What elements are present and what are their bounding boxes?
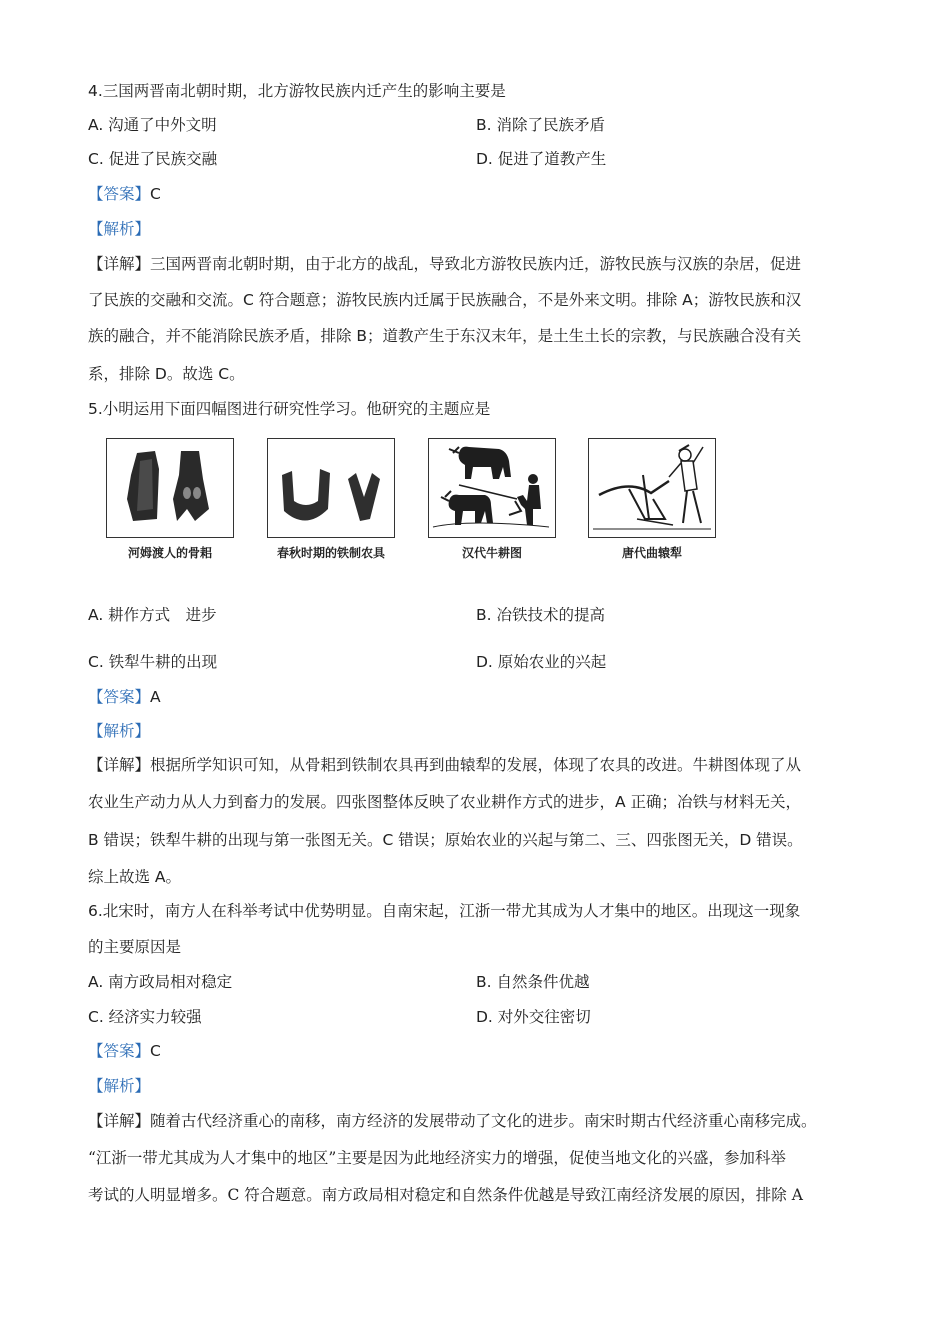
detail-tag: 【详解】 [88, 756, 151, 774]
iron-tool-icon [268, 439, 393, 536]
q4-option-b: B. 消除了民族矛盾 [476, 116, 605, 134]
curved-plough-icon [589, 439, 714, 536]
q6-detail-line: “江浙一带尤其成为人才集中的地区”主要是因为此地经济实力的增强，促使当地文化的兴盛，参加科举 [88, 1149, 786, 1167]
answer-tag: 【答案】 [88, 1042, 151, 1060]
answer-value: C [150, 185, 161, 203]
q4-detail-line [88, 253, 801, 275]
q4-answer [88, 183, 161, 205]
q4-detail-line: 族的融合，并不能消除民族矛盾，排除 B；道教产生于东汉末年，是土生土长的宗教，与民族融合没有关 [88, 327, 802, 345]
answer-tag: 【答案】 [88, 688, 151, 706]
q6-detail-line [88, 1110, 817, 1132]
figure-caption-1: 河姆渡人的骨耜 [127, 546, 212, 560]
figure-bone-spade [106, 438, 234, 538]
q4-stem: 4.三国两晋南北朝时期，北方游牧民族内迁产生的影响主要是 [88, 82, 506, 100]
answer-tag: 【答案】 [88, 185, 151, 203]
q6-option-b: B. 自然条件优越 [476, 973, 590, 991]
q5-analysis-tag: 【解析】 [88, 722, 151, 740]
detail-tag: 【详解】 [88, 255, 151, 273]
q5-option-d: D. 原始农业的兴起 [476, 653, 607, 671]
q5-detail-line [88, 754, 801, 776]
q6-option-d: D. 对外交往密切 [476, 1008, 591, 1026]
figure-caption-3: 汉代牛耕图 [461, 546, 522, 560]
answer-value: A [150, 688, 161, 706]
q5-answer [88, 686, 161, 708]
q5-detail-line: 农业生产动力从人力到畜力的发展。四张图整体反映了农业耕作方式的进步，A 正确；冶铁与材料无关， [88, 793, 802, 811]
q4-detail-line: 系，排除 D。故选 C。 [88, 365, 245, 383]
q6-stem: 6.北宋时，南方人在科举考试中优势明显。自南宋起，江浙一带尤其成为人才集中的地区。出现这一现象 [88, 902, 801, 920]
q5-option-b: B. 冶铁技术的提高 [476, 606, 605, 624]
q5-detail-line: 综上故选 A。 [88, 868, 182, 886]
q4-option-c: C. 促进了民族交融 [88, 150, 218, 168]
detail-text: 随着古代经济重心的南移，南方经济的发展带动了文化的进步。南宋时期古代经济重心南移完成。 [150, 1112, 817, 1130]
q6-stem: 的主要原因是 [88, 938, 182, 956]
q5-option-a: A. 耕作方式 进步 [88, 606, 217, 624]
detail-text: 三国两晋南北朝时期，由于北方的战乱，导致北方游牧民族内迁，游牧民族与汉族的杂居，促进 [150, 255, 802, 273]
q6-option-c: C. 经济实力较强 [88, 1008, 202, 1026]
answer-value: C [150, 1042, 161, 1060]
q5-option-c: C. 铁犁牛耕的出现 [88, 653, 218, 671]
q4-option-d: D. 促进了道教产生 [476, 150, 607, 168]
detail-tag: 【详解】 [88, 1112, 151, 1130]
q4-detail-line: 了民族的交融和交流。C 符合题意；游牧民族内迁属于民族融合，不是外来文明。排除 A；游牧民族和汉 [88, 291, 802, 309]
q6-option-a: A. 南方政局相对稳定 [88, 973, 233, 991]
q4-option-a: A. 沟通了中外文明 [88, 116, 217, 134]
bone-spade-icon [107, 439, 232, 536]
figure-curved-plough [588, 438, 716, 538]
detail-text: 根据所学知识可知，从骨耜到铁制农具再到曲辕犁的发展，体现了农具的改进。牛耕图体现了从 [150, 756, 802, 774]
q5-detail-line: B 错误；铁犁牛耕的出现与第一张图无关。C 错误；原始农业的兴起与第二、三、四张图无关，D 错误。 [88, 831, 803, 849]
q6-answer [88, 1040, 161, 1062]
figure-caption-2: 春秋时期的铁制农具 [276, 546, 385, 560]
figure-iron-tools [267, 438, 395, 538]
q6-analysis-tag: 【解析】 [88, 1077, 151, 1095]
q4-analysis-tag: 【解析】 [88, 220, 151, 238]
figure-caption-4: 唐代曲辕犁 [621, 546, 682, 560]
ox-plough-icon [429, 439, 554, 536]
figure-ox-plough [428, 438, 556, 538]
q6-detail-line: 考试的人明显增多。C 符合题意。南方政局相对稳定和自然条件优越是导致江南经济发展的原因，排除 A [88, 1186, 803, 1204]
q5-stem: 5.小明运用下面四幅图进行研究性学习。他研究的主题应是 [88, 400, 491, 418]
